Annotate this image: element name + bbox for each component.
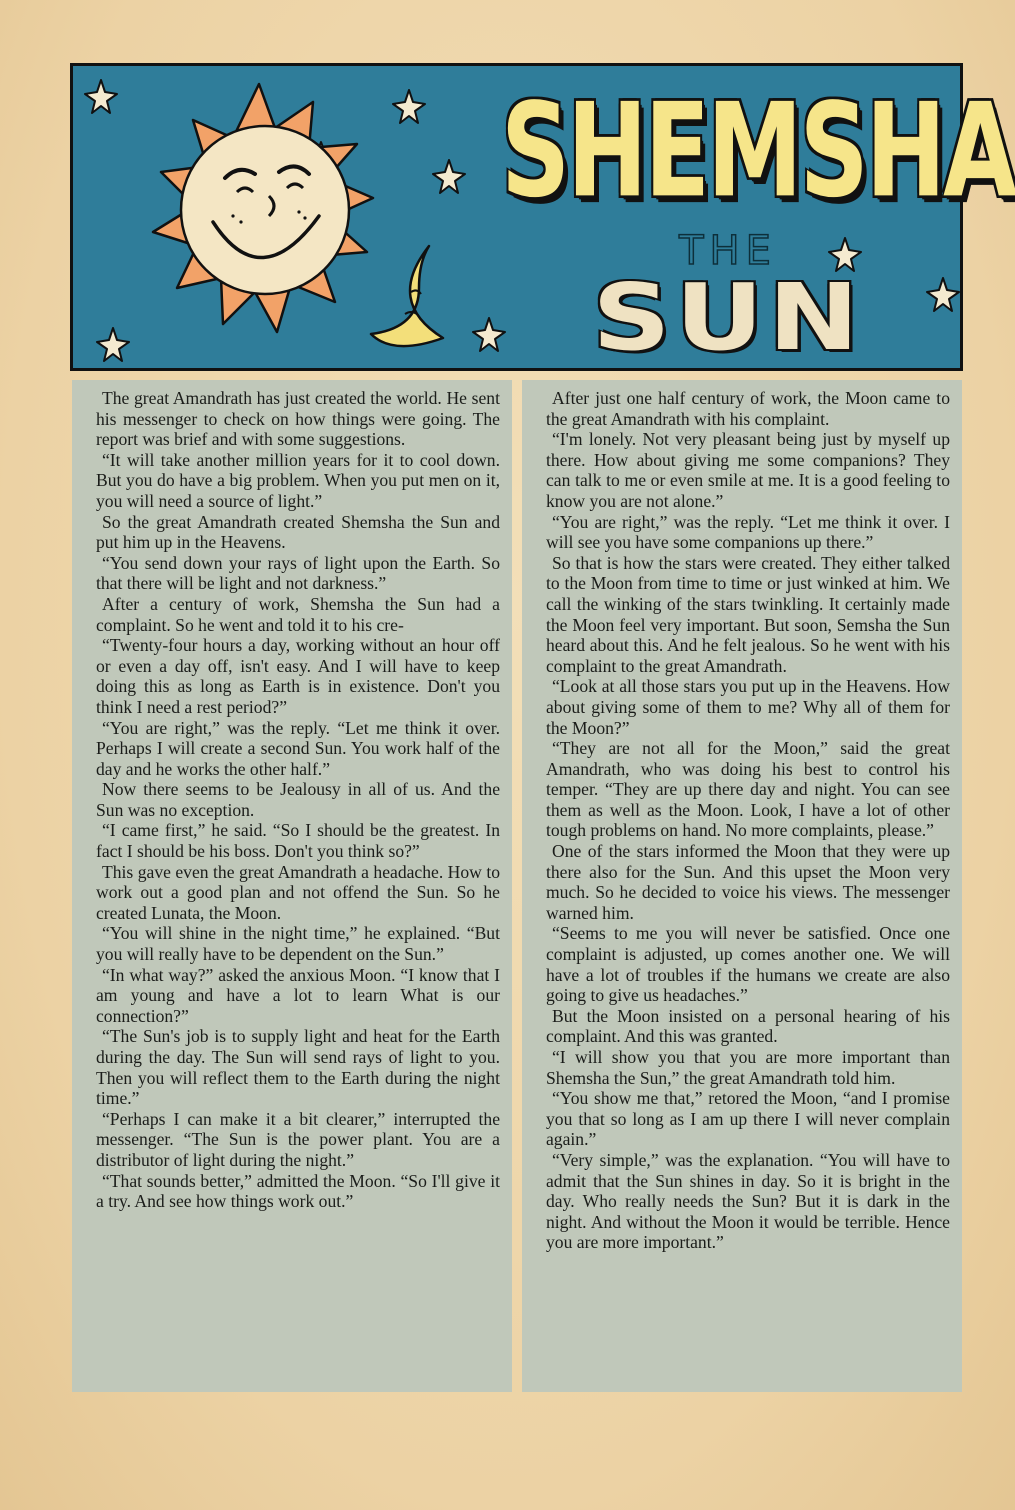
paragraph: After a century of work, Shemsha the Sun had a complaint. So he went and told it to his cre-	[96, 593, 500, 635]
title-banner	[70, 63, 1015, 371]
star-icon	[393, 90, 425, 123]
text-column-right	[522, 380, 962, 1392]
story-body	[72, 380, 962, 1392]
paragraph: “You are right,” was the reply. “Let me think it over. I will see you have some companions up there.”	[546, 511, 950, 553]
paragraph: “Very simple,” was the explanation. “You will have to admit that the Sun shines in day. So it is bright in the day. Who really needs the Sun? But it is dark in the night. And without the Moon it would be terrible. Hence you are more important.”	[546, 1149, 950, 1253]
paragraph: “You show me that,” retored the Moon, “and I promise you that so long as I am up there I will never complain again.”	[546, 1088, 950, 1150]
paragraph: So the great Amandrath created Shemsha the Sun and put him up in the Heavens.	[96, 511, 500, 553]
paragraph: “The Sun's job is to supply light and heat for the Earth during the day. The Sun will send rays of light to you. Then you will reflect them to the Earth during the night time.”	[96, 1026, 500, 1109]
paragraph: “You send down your rays of light upon the Earth. So that there will be light and not darkness.”	[96, 552, 500, 594]
paragraph: “Seems to me you will never be satisfied. Once one complaint is adjusted, up comes another one. We will have a lot of troubles if the humans we create are also going to give us headaches.”	[546, 923, 950, 1006]
star-icon	[97, 328, 129, 361]
paragraph: “Perhaps I can make it a bit clearer,” interrupted the messenger. “The Sun is the power plant. You are a distributor of light during the night.”	[96, 1108, 500, 1170]
smiling-sun-icon	[153, 84, 373, 332]
paragraph: After just one half century of work, the Moon came to the great Amandrath with his complaint.	[546, 388, 950, 429]
crescent-moon-icon	[371, 246, 443, 346]
paragraph: “I came first,” he said. “So I should be the greatest. In fact I should be his boss. Don't you think so?”	[96, 820, 500, 862]
paragraph: “You will shine in the night time,” he explained. “But you will really have to be dependent on the Sun.”	[96, 923, 500, 965]
paragraph: Now there seems to be Jealousy in all of us. And the Sun was no exception.	[96, 779, 500, 820]
story-title-subject: SUN	[592, 264, 864, 371]
paragraph: But the Moon insisted on a personal hearing of his complaint. And this was granted.	[546, 1005, 950, 1047]
paragraph: “Twenty-four hours a day, working without an hour off or even a day off, isn't easy. And I will have to keep doing this as long as Earth is in existence. Don't you think I need a rest period?”	[96, 635, 500, 717]
paragraph: “In what way?” asked the anxious Moon. “I know that I am young and have a lot to learn What is our connection?”	[96, 964, 500, 1026]
paragraph: One of the stars informed the Moon that they were up there also for the Sun. And this upset the Moon very much. So he decided to voice his views. The messenger warned him.	[546, 841, 950, 923]
story-title: SHEMSHA	[501, 75, 1015, 227]
title-block	[493, 75, 1015, 371]
paragraph: This gave even the great Amandrath a headache. How to work out a good plan and not offend the Sun. So he created Lunata, the Moon.	[96, 861, 500, 923]
paragraph: “Look at all those stars you put up in the Heavens. How about giving some of them to me? Why all of them for the Moon?”	[546, 676, 950, 738]
story-title-connector: THE	[679, 228, 777, 274]
text-column-left	[72, 380, 512, 1392]
star-icon	[433, 160, 465, 193]
paragraph: “I'm lonely. Not very pleasant being just by myself up there. How about giving me some companions? They can talk to me or even smile at me. It is a good feeling to know you are not alone.”	[546, 429, 950, 511]
paragraph: “It will take another million years for it to cool down. But you do have a big problem. When you put men on it, you will need a source of light.”	[96, 449, 500, 511]
star-icon	[85, 80, 117, 113]
paragraph: So that is how the stars were created. They either talked to the Moon from time to time or just winked at him. We call the winking of the stars twinkling. It certainly made the Moon feel very important. But soon, Semsha the Sun heard about this. And he felt jealous. So he went with his complaint to the great Amandrath.	[546, 552, 950, 676]
paragraph: “That sounds better,” admitted the Moon. “So I'll give it a try. And see how things work out.”	[96, 1170, 500, 1212]
paragraph: “You are right,” was the reply. “Let me think it over. Perhaps I will create a second Sun. You work half of the day and he works the other half.”	[96, 717, 500, 779]
paragraph: “I will show you that you are more important than Shemsha the Sun,” the great Amandrath told him.	[546, 1047, 950, 1088]
paragraph: “They are not all for the Moon,” said the great Amandrath, who was doing his best to control his temper. “They are up there day and night. You can see them as well as the Moon. Look, I have a lot of other tough problems on hand. No more complaints, please.”	[546, 738, 950, 841]
paragraph: The great Amandrath has just created the world. He sent his messenger to check on how things were going. The report was brief and with some suggestions.	[96, 388, 500, 450]
